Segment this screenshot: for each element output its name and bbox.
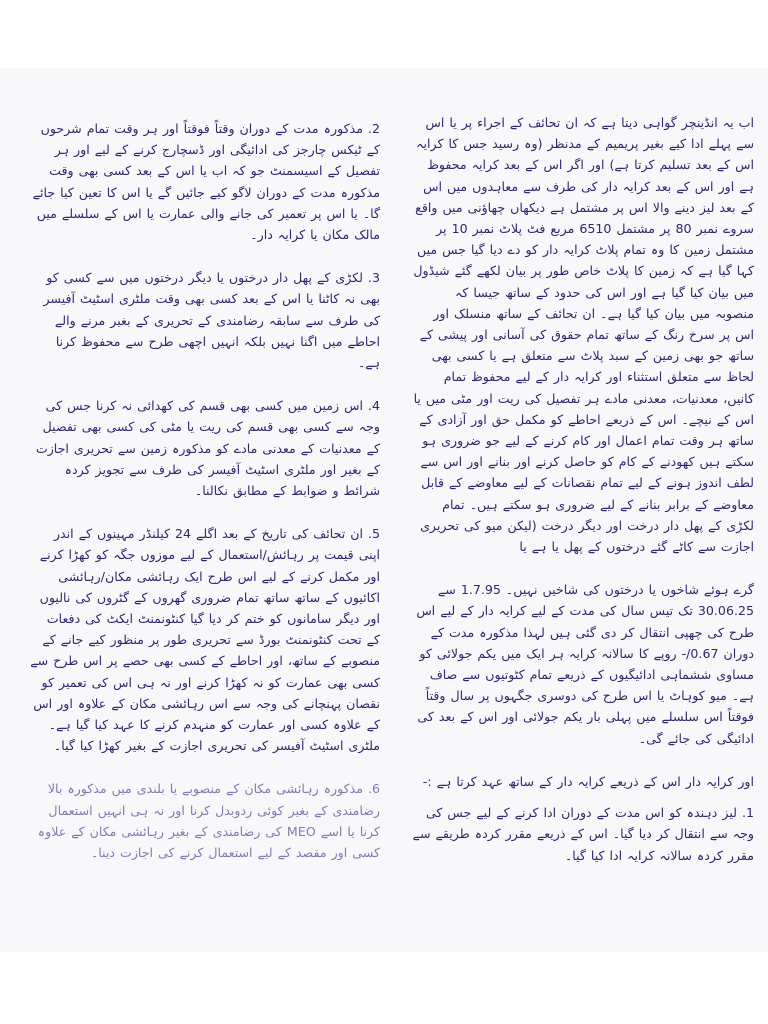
term-paragraph: گرے ہوئے شاخوں یا درختوں کی شاخیں نہیں۔ 1.7.95 سے 30.06.25 تک تیس سال کی مدت کے لیے کرایہ دار کے لیے اس طرح کی چھپی انتقال کر دی گئی ہیں لہذا مذکورہ مدت کے دوران 0.67/- روپے کا سالانہ کرایہ ہر ایک میں یکم جولائی کو مساوی ششماہی ادائیگیوں کے ذریعے تمام کٹوتیوں سے صاف ہے۔ میو کوہاٹ یا اس طرح کی دوسری جگہوں پر سال وقتاً فوقتاً اس سلسلے میں پہلی بار یکم جولائی اور اس کے بعد کی ادائیگی کی جائے گی۔ — [416, 582, 754, 746]
clause-5: 5. ان تحائف کی تاریخ کے بعد اگلے 24 کیلنڈر مہینوں کے اندر اپنی قیمت پر رہائش/استعمال کے لیے موزوں جگہ کو کھڑا کرنے اور مکمل کرنے کے لیے اس طرح ایک رہائشی مکان/رہائشی اکائیوں کے ساتھ ساتھ تمام ضروری گھروں کے گٹروں کی نالیوں اور دیگر سامانوں کو ختم کر دیا گیا کنٹونمنٹ ایکٹ کی دفعات کے تحت کنٹونمنٹ بورڈ سے تحریری طور پر منظور کیے جانے کے منصوبے کے ساتھ، اور احاطے کے کسی بھی حصے پر اس طرح سے کسی بھی عمارت کو نہ کھڑا کرنے اور نہ ہی اس کی تعمیر کو نقصان پہنچانے کی وجہ سے اس رہائشی مکان کے علاوہ اور اس کے علاوہ کسی اور عمارت کو منہدم کرنے کا عہد کیا گیا ہے۔ ملٹری اسٹیٹ آفیسر کی تحریری اجازت کے بغیر کھڑا کیا گیا۔ — [30, 526, 380, 754]
grant-paragraph: اب یہ انڈینچر گواہی دیتا ہے کہ ان تحائف کے اجراء پر یا اس سے پہلے ادا کیے بغیر پریمیم کے مدنظر (وہ رسید جس کا کرایہ اس کے بعد تسلیم کرتا ہے) اور اگر اس کے بعد کرایہ محفوظ ہے اور اس کے بعد کرایہ دار کی طرف سے معاہدوں میں اس کے بعد لیز دینے والا اس پر مشتمل ہے دیکھاں چھاؤنی میں واقع سروے نمبر 80 پر مشتمل 6510 مربع فٹ پلاٹ نمبر 10 پر مشتمل زمین کا وہ تمام پلاٹ کرایہ دار کو دے دیا گیا جس میں کہا گیا ہے کہ زمین کا پلاٹ خاص طور پر بیان لکھے گئے شیڈول میں بیان کیا گیا ہے اور اس کی حدود کے ساتھ جیسا کہ منصوبہ میں بیان کیا گیا ہے۔ ان تحائف کے ساتھ منسلک اور اس پر سرخ رنگ کے ساتھ تمام حقوق کی آسانی اور پیشی کے ساتھ جو بھی زمین کے سبد پلاٹ سے متعلق ہے یا کسی بھی لحاظ سے متعلق استثناء اور کرایہ دار کے لیے محفوظ تمام کانیں، معدنیات، معدنی مادے ہر تفصیل کی ریت اور مٹی میں یا اس کے نیچے۔ اس کے ذریعے احاطے کو مکمل حق اور آزادی کے ساتھ ہر وقت تمام اعمال اور کام کرنے کے لیے جو ضروری ہو سکتے ہیں کھودنے کے کام کو حاصل کرنے اور بنانے اور اس سے لطف اندوز ہونے کے لیے تمام نقصانات کے لیے معاوضے کے قابل معاوضے کے برابر بنانے کے لیے ضروری ہو سکتے ہیں۔ تمام لکڑی کے پھل دار درخت اور دیگر درخت (لیکن میو کی تحریری اجازت سے کاٹے گئے درختوں کے پھل یا ہے یا — [413, 115, 754, 555]
clause-2: 2. مذکورہ مدت کے دوران وقتاً فوقتاً اور ہر وقت تمام شرحوں کے ٹیکس چارجز کی ادائیگی اور ڈسچارج کرنے کے لیے اور ہر تفصیل کے اسیسمنٹ جو کہ اب یا اس کے بعد کسی بھی وقت مذکورہ مدت کے دوران لاگو کیے جائیں گے یا اس کا تعین کیا جائے گا۔ یا اس پر تعمیر کی جانے والی عمارت یا اس کے سلسلے میں مالک مکان یا کرایہ دار۔ — [32, 121, 380, 243]
clause-6: 6. مذکورہ رہائشی مکان کے منصوبے یا بلندی میں مذکورہ بالا رضامندی کے بغیر کوئی ردوبدل کرنا اور نہ ہی انہیں استعمال کرنا یا اسے MEO کی رضامندی کے بغیر رہائشی مکان کے علاوہ کسی اور مقصد کے لیے استعمال کرنے کی اجازت دینا۔ — [37, 781, 380, 861]
left-column — [30, 118, 380, 885]
bottom-margin — [0, 952, 768, 1024]
clause-3: 3. لکڑی کے پھل دار درختوں یا دیگر درختوں میں سے کسی کو بھی نہ کاٹنا یا اس کے بعد کسی بھی وقت ملٹری اسٹیٹ آفیسر کی طرف سے سابقہ رضامندی کے تحریری کے بغیر مرنے والے احاطے میں اگنا نہیں بلکہ انہیں اچھی طرح سے محفوظ کرنا ہے۔ — [43, 270, 380, 371]
clause-1: 1. لیز دہندہ کو اس مدت کے دوران ادا کرنے کے لیے جس کی وجہ سے انتقال کر دیا گیا۔ اس کے ذریعے مقرر کردہ طریقے سے مقرر کردہ سالانہ کرایہ ادا کیا گیا۔ — [412, 805, 754, 863]
clause-4: 4. اس زمین میں کسی بھی قسم کی کھدائی نہ کرنا جس کی وجہ سے کسی بھی قسم کی ریت یا مٹی کی کسی بھی تفصیل کے معدنیات کے معدنی مادے کو مذکورہ زمین سے تحریری اجازت کے بغیر اور ملٹری اسٹیٹ آفیسر کی طرف سے تجویز کردہ شرائط و ضوابط کے مطابق نکالنا۔ — [35, 398, 380, 499]
right-column — [412, 112, 754, 888]
covenant-heading: اور کرایہ دار اس کے ذریعے کرایہ دار کے ساتھ عہد کرتا ہے :- — [422, 773, 754, 789]
top-margin — [0, 0, 768, 68]
